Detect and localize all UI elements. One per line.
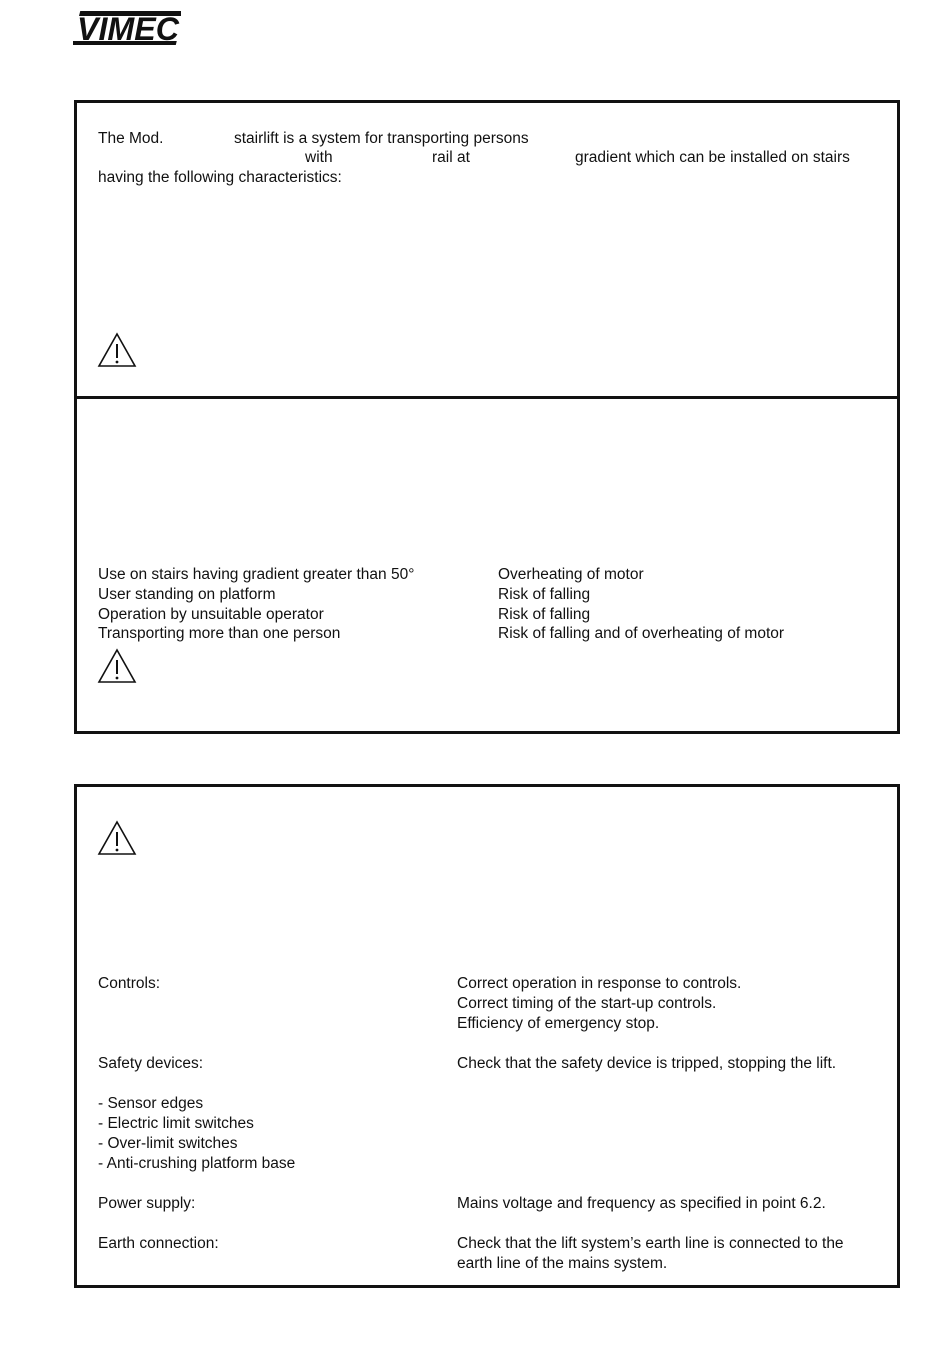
earth-check-1: Check that the lift system’s earth line is connected to the	[457, 1235, 844, 1252]
vimec-logo	[73, 8, 181, 51]
logo-text: VIMEC	[77, 11, 180, 46]
warning-icon	[97, 648, 137, 684]
controls-item-1: Correct operation in response to controls.	[457, 975, 742, 992]
safety-item-3: - Over-limit switches	[98, 1135, 238, 1152]
safety-item-4: - Anti-crushing platform base	[98, 1155, 296, 1172]
misuse-risk-4: Risk of falling and of overheating of motor	[498, 625, 785, 642]
power-check: Mains voltage and frequency as specified in point 6.2.	[457, 1195, 826, 1212]
safety-label: Safety devices:	[98, 1055, 204, 1072]
warning-icon	[97, 332, 137, 368]
controls-label: Controls:	[98, 975, 161, 992]
safety-item-2: - Electric limit switches	[98, 1115, 254, 1132]
misuse-use-1: Use on stairs having gradient greater than 50°	[98, 566, 415, 583]
intro-mod: The Mod.	[98, 130, 164, 147]
controls-item-3: Efficiency of emergency stop.	[457, 1015, 660, 1032]
intro-gradient: gradient which can be installed on stairs	[575, 149, 850, 166]
warning-icon	[97, 820, 137, 856]
safety-item-1: - Sensor edges	[98, 1095, 204, 1112]
misuse-use-2: User standing on platform	[98, 586, 276, 603]
misuse-risk-1: Overheating of motor	[498, 566, 644, 583]
earth-label: Earth connection:	[98, 1235, 219, 1252]
misuse-risk-3: Risk of falling	[498, 606, 591, 623]
misuse-use-3: Operation by unsuitable operator	[98, 606, 324, 623]
misuse-risk-2: Risk of falling	[498, 586, 591, 603]
earth-check-2: earth line of the mains system.	[457, 1255, 668, 1272]
misuse-use-4: Transporting more than one person	[98, 625, 341, 642]
intro-stairlift: stairlift is a system for transporting persons	[234, 130, 529, 147]
safety-check: Check that the safety device is tripped, stopping the lift.	[457, 1055, 837, 1072]
intro-rail: rail at	[432, 149, 470, 166]
section-divider	[77, 396, 897, 399]
controls-item-2: Correct timing of the start-up controls.	[457, 995, 717, 1012]
intro-characteristics: having the following characteristics:	[98, 169, 342, 186]
power-label: Power supply:	[98, 1195, 196, 1212]
intro-with: with	[305, 149, 333, 166]
